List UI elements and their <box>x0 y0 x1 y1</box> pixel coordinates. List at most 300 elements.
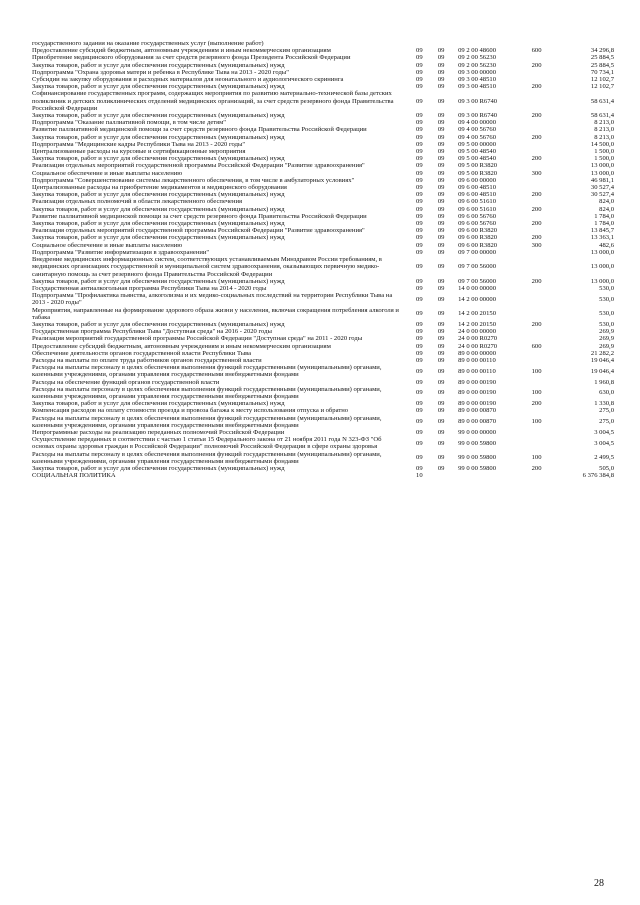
row-section: 09 <box>416 407 423 415</box>
table-row <box>32 321 614 328</box>
row-section: 09 <box>416 320 423 328</box>
row-name: Закупка товаров, работ и услуг для обеспечения государственных (муниципальных) нужд <box>32 464 285 472</box>
table-row <box>32 134 614 141</box>
row-section: 09 <box>416 335 423 343</box>
row-section: 09 <box>416 464 423 472</box>
table-row <box>32 170 614 177</box>
row-subsection: 09 <box>437 439 445 447</box>
row-section: 09 <box>416 454 423 462</box>
row-name: Мероприятия, направленные на формирование здорового образа жизни у населения, включая сокращения потребления алкоголя и табака <box>32 306 399 321</box>
row-amount: 8 213,0 <box>594 126 614 134</box>
row-subsection: 09 <box>437 248 445 256</box>
table-row <box>32 343 614 350</box>
row-amount: 269,9 <box>599 342 614 350</box>
row-amount: 30 527,4 <box>590 184 614 192</box>
row-subsection: 09 <box>437 68 445 76</box>
row-subsection: 09 <box>437 169 445 177</box>
table-row <box>32 119 614 126</box>
row-subsection: 09 <box>437 220 445 228</box>
row-target-code: 09 7 00 56000 <box>458 277 496 285</box>
row-subsection: 09 <box>437 367 445 375</box>
row-section: 09 <box>416 126 423 134</box>
row-subsection: 09 <box>437 295 445 303</box>
budget-table <box>32 40 614 479</box>
row-target-code: 09 5 00 48540 <box>458 148 496 156</box>
row-subsection: 09 <box>437 198 445 206</box>
table-row <box>32 47 614 54</box>
row-subsection: 09 <box>437 227 445 235</box>
row-target-code: 09 3 00 48510 <box>458 76 496 84</box>
row-name: Приобретение медицинского оборудования за счет средств резервного фонда Президента Российской Федерации <box>32 54 351 62</box>
row-amount: 58 631,4 <box>590 112 614 120</box>
row-target-code: 09 6 00 56760 <box>458 212 496 220</box>
row-subsection: 09 <box>437 454 445 462</box>
row-expense-type: 200 <box>531 133 542 141</box>
row-target-code: 09 6 00 48510 <box>458 184 496 192</box>
row-amount: 1 960,8 <box>594 378 614 386</box>
table-row <box>32 213 614 220</box>
row-expense-type: 300 <box>531 241 542 249</box>
row-amount: 13 000,0 <box>590 277 614 285</box>
row-target-code: 99 0 00 59800 <box>458 464 496 472</box>
row-amount: 269,9 <box>599 335 614 343</box>
table-row <box>32 69 614 76</box>
row-subsection: 09 <box>437 162 445 170</box>
row-name: Социальное обеспечение и иные выплаты населению <box>32 241 183 249</box>
table-row <box>32 62 614 69</box>
row-amount: 3 004,5 <box>594 439 614 447</box>
row-name: Закупка товаров, работ и услуг для обеспечения государственных (муниципальных) нужд <box>32 400 285 408</box>
row-section: 09 <box>416 112 423 120</box>
row-amount: 13 000,0 <box>590 169 614 177</box>
row-name: Социальное обеспечение и иные выплаты населению <box>32 169 183 177</box>
row-expense-type: 100 <box>531 418 542 426</box>
row-target-code: 99 0 00 59800 <box>458 439 496 447</box>
row-name: Предоставление субсидий бюджетным, автономным учреждениям и иным некоммерческим организациям <box>32 342 331 350</box>
row-name: Внедрение медицинских информационных систем, соответствующих устанавливаемым Минздравом России требованиям, в медицинских организациях государственной и муниципальной систем здравоохранения, оказывающих первичную медико-санитарную помощь за счет резервного фонда Правительства Российской Федерации <box>32 256 382 278</box>
row-name: Закупка товаров, работ и услуг для обеспечения государственных (муниципальных) нужд <box>32 83 285 91</box>
row-subsection: 09 <box>437 277 445 285</box>
row-section: 09 <box>416 191 423 199</box>
row-subsection: 09 <box>437 241 445 249</box>
row-section: 09 <box>416 68 423 76</box>
row-target-code: 09 6 00 51610 <box>458 205 496 213</box>
row-amount: 13 845,7 <box>590 227 614 235</box>
row-section: 09 <box>416 241 423 249</box>
row-name: Расходы на выплаты персоналу в целях обеспечения выполнения функций государственными (муниципальными) органами, казенными учреждениями, органами управления государственными внебюджетными фондами <box>32 414 382 429</box>
row-name: Расходы на выплаты персоналу в целях обеспечения выполнения функций государственными (муниципальными) органами, казенными учреждениями, органами управления государственными внебюджетными фондами <box>32 364 382 379</box>
table-row <box>32 429 614 436</box>
row-section: 10 <box>416 472 423 480</box>
row-subsection: 09 <box>437 400 445 408</box>
row-subsection: 09 <box>437 335 445 343</box>
row-amount: 530,0 <box>599 284 614 292</box>
table-row <box>32 278 614 285</box>
row-target-code: 89 0 00 00000 <box>458 349 496 357</box>
row-section: 09 <box>416 61 423 69</box>
row-subsection: 09 <box>437 61 445 69</box>
row-name: Закупка товаров, работ и услуг для обеспечения государственных (муниципальных) нужд <box>32 191 285 199</box>
row-amount: 630,0 <box>599 389 614 397</box>
row-target-code: 09 5 00 00000 <box>458 140 496 148</box>
row-amount: 530,0 <box>599 295 614 303</box>
table-row <box>32 465 614 472</box>
row-section: 09 <box>416 148 423 156</box>
row-amount: 58 631,4 <box>590 97 614 105</box>
row-target-code: 09 6 00 00000 <box>458 176 496 184</box>
table-row <box>32 162 614 169</box>
table-row <box>32 83 614 90</box>
row-subsection: 09 <box>437 126 445 134</box>
row-name: Закупка товаров, работ и услуг для обеспечения государственных (муниципальных) нужд <box>32 234 285 242</box>
row-amount: 275,0 <box>599 407 614 415</box>
row-expense-type: 200 <box>531 277 542 285</box>
row-name: Подпрограмма "Профилактика пьянства, алкоголизма и их медико-социальных последствий на территории Республики Тыва на 2013 - 2020 годы" <box>32 292 393 307</box>
row-amount: 2 499,5 <box>594 454 614 462</box>
row-target-code: 89 0 00 00870 <box>458 407 496 415</box>
table-row <box>32 155 614 162</box>
table-row <box>32 141 614 148</box>
row-amount: 482,6 <box>599 241 614 249</box>
table-row <box>32 76 614 83</box>
row-expense-type: 200 <box>531 234 542 242</box>
page-number: 28 <box>594 878 604 889</box>
row-section: 09 <box>416 328 423 336</box>
row-amount: 13 000,0 <box>590 263 614 271</box>
table-row <box>32 307 614 321</box>
row-name: СОЦИАЛЬНАЯ ПОЛИТИКА <box>32 472 116 480</box>
row-amount: 824,0 <box>599 198 614 206</box>
table-row <box>32 184 614 191</box>
row-expense-type: 200 <box>531 61 542 69</box>
row-target-code: 09 3 00 00000 <box>458 68 496 76</box>
row-name: Расходы на выплаты персоналу в целях обеспечения выполнения функций государственными (муниципальными) органами, казенными учреждениями, органами управления государственными внебюджетными фондами <box>32 450 382 465</box>
table-row <box>32 40 614 47</box>
row-target-code: 09 5 00 R3820 <box>458 169 498 177</box>
row-subsection: 09 <box>437 112 445 120</box>
row-subsection: 09 <box>437 234 445 242</box>
row-section: 09 <box>416 418 423 426</box>
row-section: 09 <box>416 310 423 318</box>
row-subsection: 09 <box>437 263 445 271</box>
row-section: 09 <box>416 76 423 84</box>
row-amount: 1 784,0 <box>594 220 614 228</box>
table-row <box>32 364 614 378</box>
row-section: 09 <box>416 439 423 447</box>
row-amount: 19 046,4 <box>590 367 614 375</box>
row-target-code: 99 0 00 59800 <box>458 454 496 462</box>
row-target-code: 24 0 00 00000 <box>458 328 496 336</box>
row-name: Развитие паллиативной медицинской помощи за счет средств резервного фонда Правительства Российской Федерации <box>32 212 367 220</box>
row-target-code: 89 0 00 00110 <box>458 356 496 364</box>
row-name: Расходы на обеспечение функций органов государственной власти <box>32 378 220 386</box>
row-name: Подпрограмма "Оказание паллиативной помощи, в том числе детям" <box>32 119 226 127</box>
row-expense-type: 600 <box>531 342 542 350</box>
row-target-code: 14 2 00 20150 <box>458 320 496 328</box>
row-amount: 505,0 <box>599 464 614 472</box>
row-name: Реализация отдельных мероприятий государственной программы Российской Федерации "Развитие здравоохранения" <box>32 227 365 235</box>
row-amount: 530,0 <box>599 310 614 318</box>
row-subsection: 09 <box>437 378 445 386</box>
row-name: Подпрограмма "Медицинские кадры Республики Тыва на 2013 - 2020 годы" <box>32 140 246 148</box>
row-amount: 25 884,5 <box>590 54 614 62</box>
table-row <box>32 198 614 205</box>
row-target-code: 89 0 00 00190 <box>458 389 496 397</box>
row-name: Государственная антиалкогольная программа Республики Тыва на 2014 - 2020 годы <box>32 284 267 292</box>
table-row <box>32 451 614 465</box>
row-target-code: 09 7 00 56000 <box>458 263 496 271</box>
row-section: 09 <box>416 378 423 386</box>
table-row <box>32 436 614 450</box>
row-name: Субсидии на закупку оборудования и расходных материалов для неонатального и аудиологического скрининга <box>32 76 344 84</box>
row-section: 09 <box>416 400 423 408</box>
row-subsection: 09 <box>437 155 445 163</box>
table-row <box>32 256 614 278</box>
row-subsection: 09 <box>437 407 445 415</box>
row-subsection: 09 <box>437 356 445 364</box>
row-name: Государственная программа Республики Тыва "Доступная среда" на 2016 - 2020 годы <box>32 328 272 336</box>
row-target-code: 24 0 00 R0270 <box>458 335 498 343</box>
row-subsection: 09 <box>437 148 445 156</box>
row-section: 09 <box>416 176 423 184</box>
row-target-code: 09 2 00 48600 <box>458 47 496 55</box>
row-subsection: 09 <box>437 464 445 472</box>
table-row <box>32 90 614 112</box>
row-amount: 12 102,7 <box>590 83 614 91</box>
row-subsection: 09 <box>437 191 445 199</box>
row-amount: 13 000,0 <box>590 248 614 256</box>
table-row <box>32 126 614 133</box>
row-target-code: 89 0 00 00870 <box>458 418 496 426</box>
row-expense-type: 300 <box>531 169 542 177</box>
row-name: Закупка товаров, работ и услуг для обеспечения государственных (муниципальных) нужд <box>32 220 285 228</box>
row-section: 09 <box>416 83 423 91</box>
row-subsection: 09 <box>437 97 445 105</box>
row-name: Закупка товаров, работ и услуг для обеспечения государственных (муниципальных) нужд <box>32 155 285 163</box>
row-amount: 21 282,2 <box>590 349 614 357</box>
row-name: Реализация отдельных мероприятий государственной программы Российской Федерации "Развитие здравоохранения" <box>32 162 365 170</box>
row-target-code: 99 0 00 00000 <box>458 428 496 436</box>
row-expense-type: 100 <box>531 454 542 462</box>
row-expense-type: 100 <box>531 367 542 375</box>
table-row <box>32 285 614 292</box>
table-row <box>32 220 614 227</box>
row-target-code: 89 0 00 00190 <box>458 400 496 408</box>
row-target-code: 09 7 00 00000 <box>458 248 496 256</box>
row-section: 09 <box>416 248 423 256</box>
row-subsection: 09 <box>437 76 445 84</box>
row-subsection: 09 <box>437 83 445 91</box>
row-section: 09 <box>416 342 423 350</box>
table-row <box>32 54 614 61</box>
row-amount: 6 376 384,8 <box>582 472 614 480</box>
row-amount: 1 330,8 <box>594 400 614 408</box>
row-section: 09 <box>416 133 423 141</box>
row-section: 09 <box>416 263 423 271</box>
row-name: Централизованные расходы на приобретение медикаментов и медицинского оборудования <box>32 184 287 192</box>
row-subsection: 09 <box>437 184 445 192</box>
row-target-code: 09 6 00 56760 <box>458 220 496 228</box>
row-expense-type: 200 <box>531 464 542 472</box>
row-name: Развитие паллиативной медицинской помощи за счет средств резервного фонда Правительства Российской Федерации <box>32 126 367 134</box>
row-subsection: 09 <box>437 328 445 336</box>
row-section: 09 <box>416 162 423 170</box>
row-name: Закупка товаров, работ и услуг для обеспечения государственных (муниципальных) нужд <box>32 133 285 141</box>
row-name: Расходы на выплаты по оплате труда работников органов государственной власти <box>32 356 262 364</box>
row-target-code: 09 3 00 R6740 <box>458 112 498 120</box>
row-section: 09 <box>416 140 423 148</box>
row-amount: 824,0 <box>599 205 614 213</box>
row-name: Осуществление переданных в соответствии с частью 1 статьи 15 Федерального закона от 21 ноября 2011 года N 323-ФЗ "Об основах охраны здоровья граждан в Российской Федерации" полномочий Российской Федерации в сфере охраны здоровья <box>32 436 382 451</box>
row-name: Закупка товаров, работ и услуг для обеспечения государственных (муниципальных) нужд <box>32 112 285 120</box>
row-expense-type: 200 <box>531 320 542 328</box>
row-target-code: 09 3 00 R6740 <box>458 97 498 105</box>
row-name: Закупка товаров, работ и услуг для обеспечения государственных (муниципальных) нужд <box>32 320 285 328</box>
table-row <box>32 379 614 386</box>
row-expense-type: 200 <box>531 112 542 120</box>
table-row <box>32 357 614 364</box>
row-target-code: 09 6 00 R3820 <box>458 241 498 249</box>
row-section: 09 <box>416 54 423 62</box>
row-section: 09 <box>416 367 423 375</box>
table-row <box>32 234 614 241</box>
row-subsection: 09 <box>437 349 445 357</box>
row-amount: 30 527,4 <box>590 191 614 199</box>
row-expense-type: 200 <box>531 400 542 408</box>
row-subsection: 09 <box>437 418 445 426</box>
row-subsection: 09 <box>437 119 445 127</box>
row-section: 09 <box>416 212 423 220</box>
row-target-code: 14 2 00 00000 <box>458 295 496 303</box>
row-name: Централизованные расходы на курсовые и сертификационные мероприятия <box>32 148 246 156</box>
row-name: Подпрограмма "Охрана здоровья матери и ребенка в Республике Тыва на 2013 - 2020 годы" <box>32 68 289 76</box>
row-target-code: 89 0 00 00110 <box>458 367 496 375</box>
row-amount: 1 784,0 <box>594 212 614 220</box>
table-row <box>32 472 614 479</box>
row-subsection: 09 <box>437 389 445 397</box>
row-subsection: 09 <box>437 176 445 184</box>
row-section: 09 <box>416 277 423 285</box>
table-row <box>32 177 614 184</box>
row-target-code: 09 6 00 R3820 <box>458 234 498 242</box>
row-section: 09 <box>416 284 423 292</box>
row-name: государственного задания на оказание государственных услуг (выполнение работ) <box>32 40 264 47</box>
row-amount: 13 000,0 <box>590 162 614 170</box>
table-row <box>32 227 614 234</box>
row-expense-type: 100 <box>531 389 542 397</box>
table-row <box>32 191 614 198</box>
row-target-code: 14 2 00 20150 <box>458 310 496 318</box>
row-section: 09 <box>416 198 423 206</box>
table-row <box>32 148 614 155</box>
row-subsection: 09 <box>437 428 445 436</box>
row-subsection: 09 <box>437 47 445 55</box>
row-name: Закупка товаров, работ и услуг для обеспечения государственных (муниципальных) нужд <box>32 61 285 69</box>
row-amount: 12 102,7 <box>590 76 614 84</box>
row-name: Софинансирование государственных программ, содержащих мероприятия по развитию материально-технической базы детских поликлиник и детских поликлинических отделений медицинских организаций, за счет средств резервного фонда Правительства Российской Федерации <box>32 90 394 112</box>
row-name: Обеспечение деятельности органов государственной власти Республики Тыва <box>32 349 252 357</box>
row-subsection: 09 <box>437 212 445 220</box>
table-row <box>32 407 614 414</box>
row-target-code: 09 6 00 R3820 <box>458 227 498 235</box>
table-row <box>32 206 614 213</box>
row-section: 09 <box>416 227 423 235</box>
row-name: Компенсация расходов на оплату стоимости проезда и провоза багажа к месту использования отпуска и обратно <box>32 407 349 415</box>
row-section: 09 <box>416 97 423 105</box>
row-section: 09 <box>416 349 423 357</box>
row-name: Подпрограмма "Развитие информатизации в здравоохранении" <box>32 248 210 256</box>
row-name: Реализация мероприятий государственной программы Российской Федерации "Доступная среда" на 2011 - 2020 годы <box>32 335 363 343</box>
row-section: 09 <box>416 119 423 127</box>
row-amount: 269,9 <box>599 328 614 336</box>
table-row <box>32 335 614 342</box>
table-row <box>32 386 614 400</box>
row-target-code: 09 4 00 00000 <box>458 119 496 127</box>
row-section: 09 <box>416 389 423 397</box>
row-section: 09 <box>416 155 423 163</box>
table-row <box>32 350 614 357</box>
row-subsection: 09 <box>437 320 445 328</box>
row-section: 09 <box>416 356 423 364</box>
row-target-code: 14 0 00 00000 <box>458 284 496 292</box>
row-section: 09 <box>416 205 423 213</box>
row-name: Реализация отдельных полномочий в области лекарственного обеспечения <box>32 198 243 206</box>
row-section: 09 <box>416 234 423 242</box>
table-row <box>32 242 614 249</box>
row-target-code: 24 0 00 R0270 <box>458 342 498 350</box>
row-section: 09 <box>416 184 423 192</box>
row-target-code: 89 0 00 00190 <box>458 378 496 386</box>
row-expense-type: 600 <box>531 47 542 55</box>
row-target-code: 09 5 00 48540 <box>458 155 496 163</box>
row-expense-type: 200 <box>531 83 542 91</box>
row-amount: 70 734,1 <box>590 68 614 76</box>
row-expense-type: 200 <box>531 155 542 163</box>
row-subsection: 09 <box>437 205 445 213</box>
row-amount: 13 363,1 <box>590 234 614 242</box>
row-expense-type: 200 <box>531 191 542 199</box>
row-subsection: 09 <box>437 310 445 318</box>
row-name: Предоставление субсидий бюджетным, автономным учреждениям и иным некоммерческим организациям <box>32 47 331 55</box>
table-row <box>32 292 614 306</box>
row-expense-type: 200 <box>531 220 542 228</box>
row-amount: 1 500,0 <box>594 148 614 156</box>
row-amount: 34 296,8 <box>590 47 614 55</box>
row-target-code: 09 2 00 56230 <box>458 54 496 62</box>
row-amount: 8 213,0 <box>594 119 614 127</box>
table-row <box>32 328 614 335</box>
row-target-code: 09 3 00 48510 <box>458 83 496 91</box>
row-subsection: 09 <box>437 284 445 292</box>
row-section: 09 <box>416 428 423 436</box>
row-subsection: 09 <box>437 140 445 148</box>
row-amount: 46 981,1 <box>590 176 614 184</box>
row-expense-type: 200 <box>531 205 542 213</box>
row-name: Закупка товаров, работ и услуг для обеспечения государственных (муниципальных) нужд <box>32 205 285 213</box>
row-name: Непрограммные расходы на реализацию переданных полномочий Российской Федерации <box>32 428 285 436</box>
row-target-code: 09 4 00 56760 <box>458 126 496 134</box>
table-row <box>32 112 614 119</box>
row-section: 09 <box>416 295 423 303</box>
row-section: 09 <box>416 220 423 228</box>
row-subsection: 09 <box>437 133 445 141</box>
row-section: 09 <box>416 47 423 55</box>
row-amount: 275,0 <box>599 418 614 426</box>
row-name: Расходы на выплаты персоналу в целях обеспечения выполнения функций государственными (муниципальными) органами, казенными учреждениями, органами управления государственными внебюджетными фондами <box>32 385 382 400</box>
row-target-code: 09 6 00 51610 <box>458 198 496 206</box>
row-target-code: 09 6 00 48510 <box>458 191 496 199</box>
table-row <box>32 415 614 429</box>
